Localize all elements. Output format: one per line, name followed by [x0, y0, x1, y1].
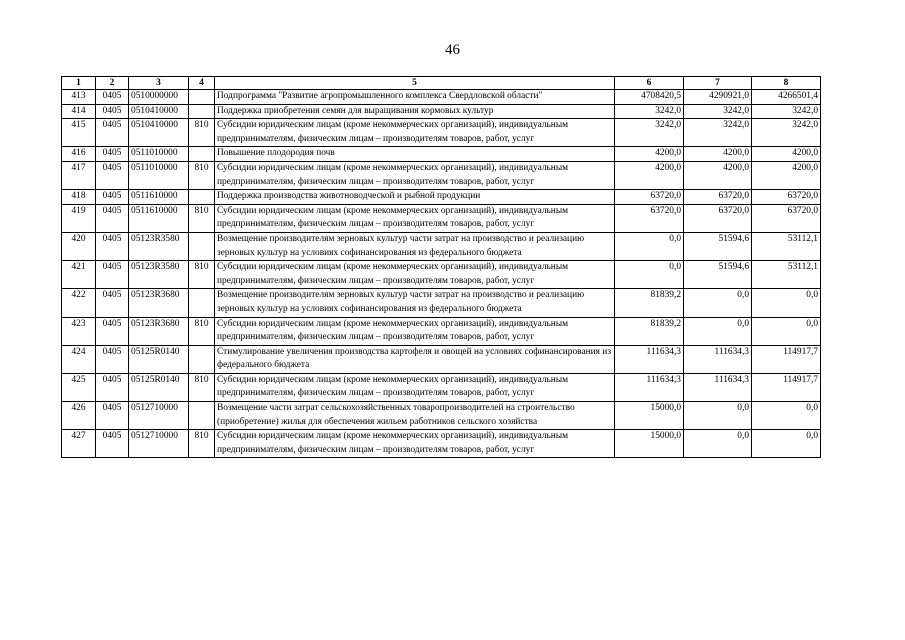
table-row — [62, 90, 821, 105]
description-cell: Стимулирование увеличения производства картофеля и овощей на условиях софинансирования из федерального бюджета — [215, 345, 615, 373]
description-cell: Поддержка приобретения семян для выращивания кормовых культур — [215, 104, 615, 119]
expense-type-cell — [189, 232, 215, 260]
amount-col7-cell: 0,0 — [684, 289, 752, 317]
expense-type-cell: 810 — [189, 161, 215, 189]
column-header: 1 — [62, 77, 96, 90]
amount-col7-cell: 0,0 — [684, 430, 752, 458]
amount-col6-cell: 4200,0 — [615, 147, 684, 162]
amount-col8-cell: 63720,0 — [752, 204, 821, 232]
row-number-cell: 414 — [62, 104, 96, 119]
section-code-cell: 0405 — [96, 204, 129, 232]
amount-col7-cell: 3242,0 — [684, 104, 752, 119]
row-number-cell: 417 — [62, 161, 96, 189]
table-row — [62, 345, 821, 373]
description-cell: Субсидии юридическим лицам (кроме некоммерческих организаций), индивидуальным предпринимателям, физическим лицам – производителям товаров, работ, услуг — [215, 204, 615, 232]
description-cell: Возмещение части затрат сельскохозяйственных товаропроизводителей на строительство (приобретение) жилья для обеспечения жильем работников сельского хозяйства — [215, 402, 615, 430]
row-number-cell: 413 — [62, 90, 96, 105]
column-header: 5 — [215, 77, 615, 90]
table-row — [62, 289, 821, 317]
expense-type-cell: 810 — [189, 317, 215, 345]
amount-col7-cell: 0,0 — [684, 317, 752, 345]
section-code-cell: 0405 — [96, 345, 129, 373]
description-cell: Субсидии юридическим лицам (кроме некоммерческих организаций), индивидуальным предпринимателям, физическим лицам – производителям товаров, работ, услуг — [215, 161, 615, 189]
description-cell: Субсидии юридическим лицам (кроме некоммерческих организаций), индивидуальным предпринимателям, физическим лицам – производителям товаров, работ, услуг — [215, 317, 615, 345]
table-row — [62, 317, 821, 345]
row-number-cell: 420 — [62, 232, 96, 260]
expense-type-cell — [189, 345, 215, 373]
amount-col7-cell: 111634,3 — [684, 373, 752, 401]
section-code-cell: 0405 — [96, 161, 129, 189]
expense-type-cell: 810 — [189, 430, 215, 458]
amount-col8-cell: 4200,0 — [752, 161, 821, 189]
amount-col7-cell: 4200,0 — [684, 147, 752, 162]
expense-type-cell: 810 — [189, 373, 215, 401]
column-header: 6 — [615, 77, 684, 90]
amount-col6-cell: 81839,2 — [615, 317, 684, 345]
table-row — [62, 402, 821, 430]
section-code-cell: 0405 — [96, 119, 129, 147]
amount-col7-cell: 63720,0 — [684, 190, 752, 205]
description-cell: Субсидии юридическим лицам (кроме некоммерческих организаций), индивидуальным предпринимателям, физическим лицам – производителям товаров, работ, услуг — [215, 373, 615, 401]
amount-col8-cell: 114917,7 — [752, 373, 821, 401]
section-code-cell: 0405 — [96, 289, 129, 317]
description-cell: Возмещение производителям зерновых культур части затрат на производство и реализацию зерновых культур на условиях софинансирования из федерального бюджета — [215, 289, 615, 317]
amount-col6-cell: 111634,3 — [615, 373, 684, 401]
row-number-cell: 426 — [62, 402, 96, 430]
amount-col7-cell: 4290921,0 — [684, 90, 752, 105]
row-number-cell: 427 — [62, 430, 96, 458]
table-row — [62, 147, 821, 162]
expense-type-cell — [189, 289, 215, 317]
description-cell: Субсидии юридическим лицам (кроме некоммерческих организаций), индивидуальным предпринимателям, физическим лицам – производителям товаров, работ, услуг — [215, 119, 615, 147]
amount-col7-cell: 4200,0 — [684, 161, 752, 189]
target-code-cell: 0510000000 — [129, 90, 189, 105]
expense-type-cell — [189, 147, 215, 162]
description-cell: Поддержка производства животноводческой и рыбной продукции — [215, 190, 615, 205]
amount-col8-cell: 53112,1 — [752, 261, 821, 289]
amount-col8-cell: 63720,0 — [752, 190, 821, 205]
table-row — [62, 119, 821, 147]
amount-col6-cell: 81839,2 — [615, 289, 684, 317]
amount-col7-cell: 51594,6 — [684, 261, 752, 289]
target-code-cell: 05123R3580 — [129, 232, 189, 260]
amount-col6-cell: 63720,0 — [615, 190, 684, 205]
target-code-cell: 05123R3680 — [129, 317, 189, 345]
row-number-cell: 418 — [62, 190, 96, 205]
amount-col8-cell: 4266501,4 — [752, 90, 821, 105]
target-code-cell: 0510410000 — [129, 119, 189, 147]
target-code-cell: 05125R0140 — [129, 345, 189, 373]
target-code-cell: 0510410000 — [129, 104, 189, 119]
target-code-cell: 05125R0140 — [129, 373, 189, 401]
amount-col7-cell: 111634,3 — [684, 345, 752, 373]
table-row — [62, 430, 821, 458]
expense-type-cell — [189, 104, 215, 119]
amount-col8-cell: 0,0 — [752, 289, 821, 317]
section-code-cell: 0405 — [96, 147, 129, 162]
table-row — [62, 204, 821, 232]
amount-col6-cell: 3242,0 — [615, 119, 684, 147]
description-cell: Подпрограмма "Развитие агропромышленного комплекса Свердловской области" — [215, 90, 615, 105]
target-code-cell: 05123R3580 — [129, 261, 189, 289]
target-code-cell: 0511610000 — [129, 204, 189, 232]
expense-type-cell: 810 — [189, 261, 215, 289]
amount-col6-cell: 4708420,5 — [615, 90, 684, 105]
table-row — [62, 161, 821, 189]
amount-col6-cell: 15000,0 — [615, 402, 684, 430]
amount-col8-cell: 3242,0 — [752, 104, 821, 119]
row-number-cell: 425 — [62, 373, 96, 401]
amount-col8-cell: 3242,0 — [752, 119, 821, 147]
expense-type-cell — [189, 190, 215, 205]
amount-col7-cell: 3242,0 — [684, 119, 752, 147]
amount-col8-cell: 0,0 — [752, 317, 821, 345]
target-code-cell: 0512710000 — [129, 430, 189, 458]
description-cell: Субсидии юридическим лицам (кроме некоммерческих организаций), индивидуальным предпринимателям, физическим лицам – производителям товаров, работ, услуг — [215, 261, 615, 289]
section-code-cell: 0405 — [96, 104, 129, 119]
amount-col6-cell: 4200,0 — [615, 161, 684, 189]
amount-col8-cell: 0,0 — [752, 402, 821, 430]
amount-col8-cell: 114917,7 — [752, 345, 821, 373]
section-code-cell: 0405 — [96, 317, 129, 345]
amount-col6-cell: 111634,3 — [615, 345, 684, 373]
amount-col6-cell: 15000,0 — [615, 430, 684, 458]
table-row — [62, 232, 821, 260]
amount-col8-cell: 4200,0 — [752, 147, 821, 162]
amount-col6-cell: 0,0 — [615, 261, 684, 289]
amount-col7-cell: 63720,0 — [684, 204, 752, 232]
column-header: 8 — [752, 77, 821, 90]
section-code-cell: 0405 — [96, 90, 129, 105]
section-code-cell: 0405 — [96, 430, 129, 458]
row-number-cell: 423 — [62, 317, 96, 345]
target-code-cell: 0512710000 — [129, 402, 189, 430]
page-number: 46 — [445, 42, 460, 58]
section-code-cell: 0405 — [96, 190, 129, 205]
description-cell: Субсидии юридическим лицам (кроме некоммерческих организаций), индивидуальным предпринимателям, физическим лицам – производителям товаров, работ, услуг — [215, 430, 615, 458]
table-row — [62, 261, 821, 289]
amount-col6-cell: 0,0 — [615, 232, 684, 260]
amount-col6-cell: 63720,0 — [615, 204, 684, 232]
column-header: 7 — [684, 77, 752, 90]
row-number-cell: 421 — [62, 261, 96, 289]
amount-col7-cell: 51594,6 — [684, 232, 752, 260]
table-row — [62, 373, 821, 401]
column-header: 4 — [189, 77, 215, 90]
amount-col8-cell: 0,0 — [752, 430, 821, 458]
expense-type-cell — [189, 90, 215, 105]
row-number-cell: 422 — [62, 289, 96, 317]
column-header: 2 — [96, 77, 129, 90]
table-body — [62, 90, 821, 458]
row-number-cell: 415 — [62, 119, 96, 147]
row-number-cell: 416 — [62, 147, 96, 162]
table-row — [62, 104, 821, 119]
description-cell: Повышение плодородия почв — [215, 147, 615, 162]
header-row — [62, 77, 821, 90]
section-code-cell: 0405 — [96, 373, 129, 401]
target-code-cell: 0511610000 — [129, 190, 189, 205]
budget-table — [61, 76, 821, 458]
description-cell: Возмещение производителям зерновых культур части затрат на производство и реализацию зерновых культур на условиях софинансирования из федерального бюджета — [215, 232, 615, 260]
section-code-cell: 0405 — [96, 232, 129, 260]
expense-type-cell — [189, 402, 215, 430]
target-code-cell: 05123R3680 — [129, 289, 189, 317]
section-code-cell: 0405 — [96, 261, 129, 289]
expense-type-cell: 810 — [189, 204, 215, 232]
table-row — [62, 190, 821, 205]
amount-col8-cell: 53112,1 — [752, 232, 821, 260]
row-number-cell: 424 — [62, 345, 96, 373]
row-number-cell: 419 — [62, 204, 96, 232]
amount-col7-cell: 0,0 — [684, 402, 752, 430]
target-code-cell: 0511010000 — [129, 161, 189, 189]
target-code-cell: 0511010000 — [129, 147, 189, 162]
expense-type-cell: 810 — [189, 119, 215, 147]
section-code-cell: 0405 — [96, 402, 129, 430]
column-header: 3 — [129, 77, 189, 90]
amount-col6-cell: 3242,0 — [615, 104, 684, 119]
